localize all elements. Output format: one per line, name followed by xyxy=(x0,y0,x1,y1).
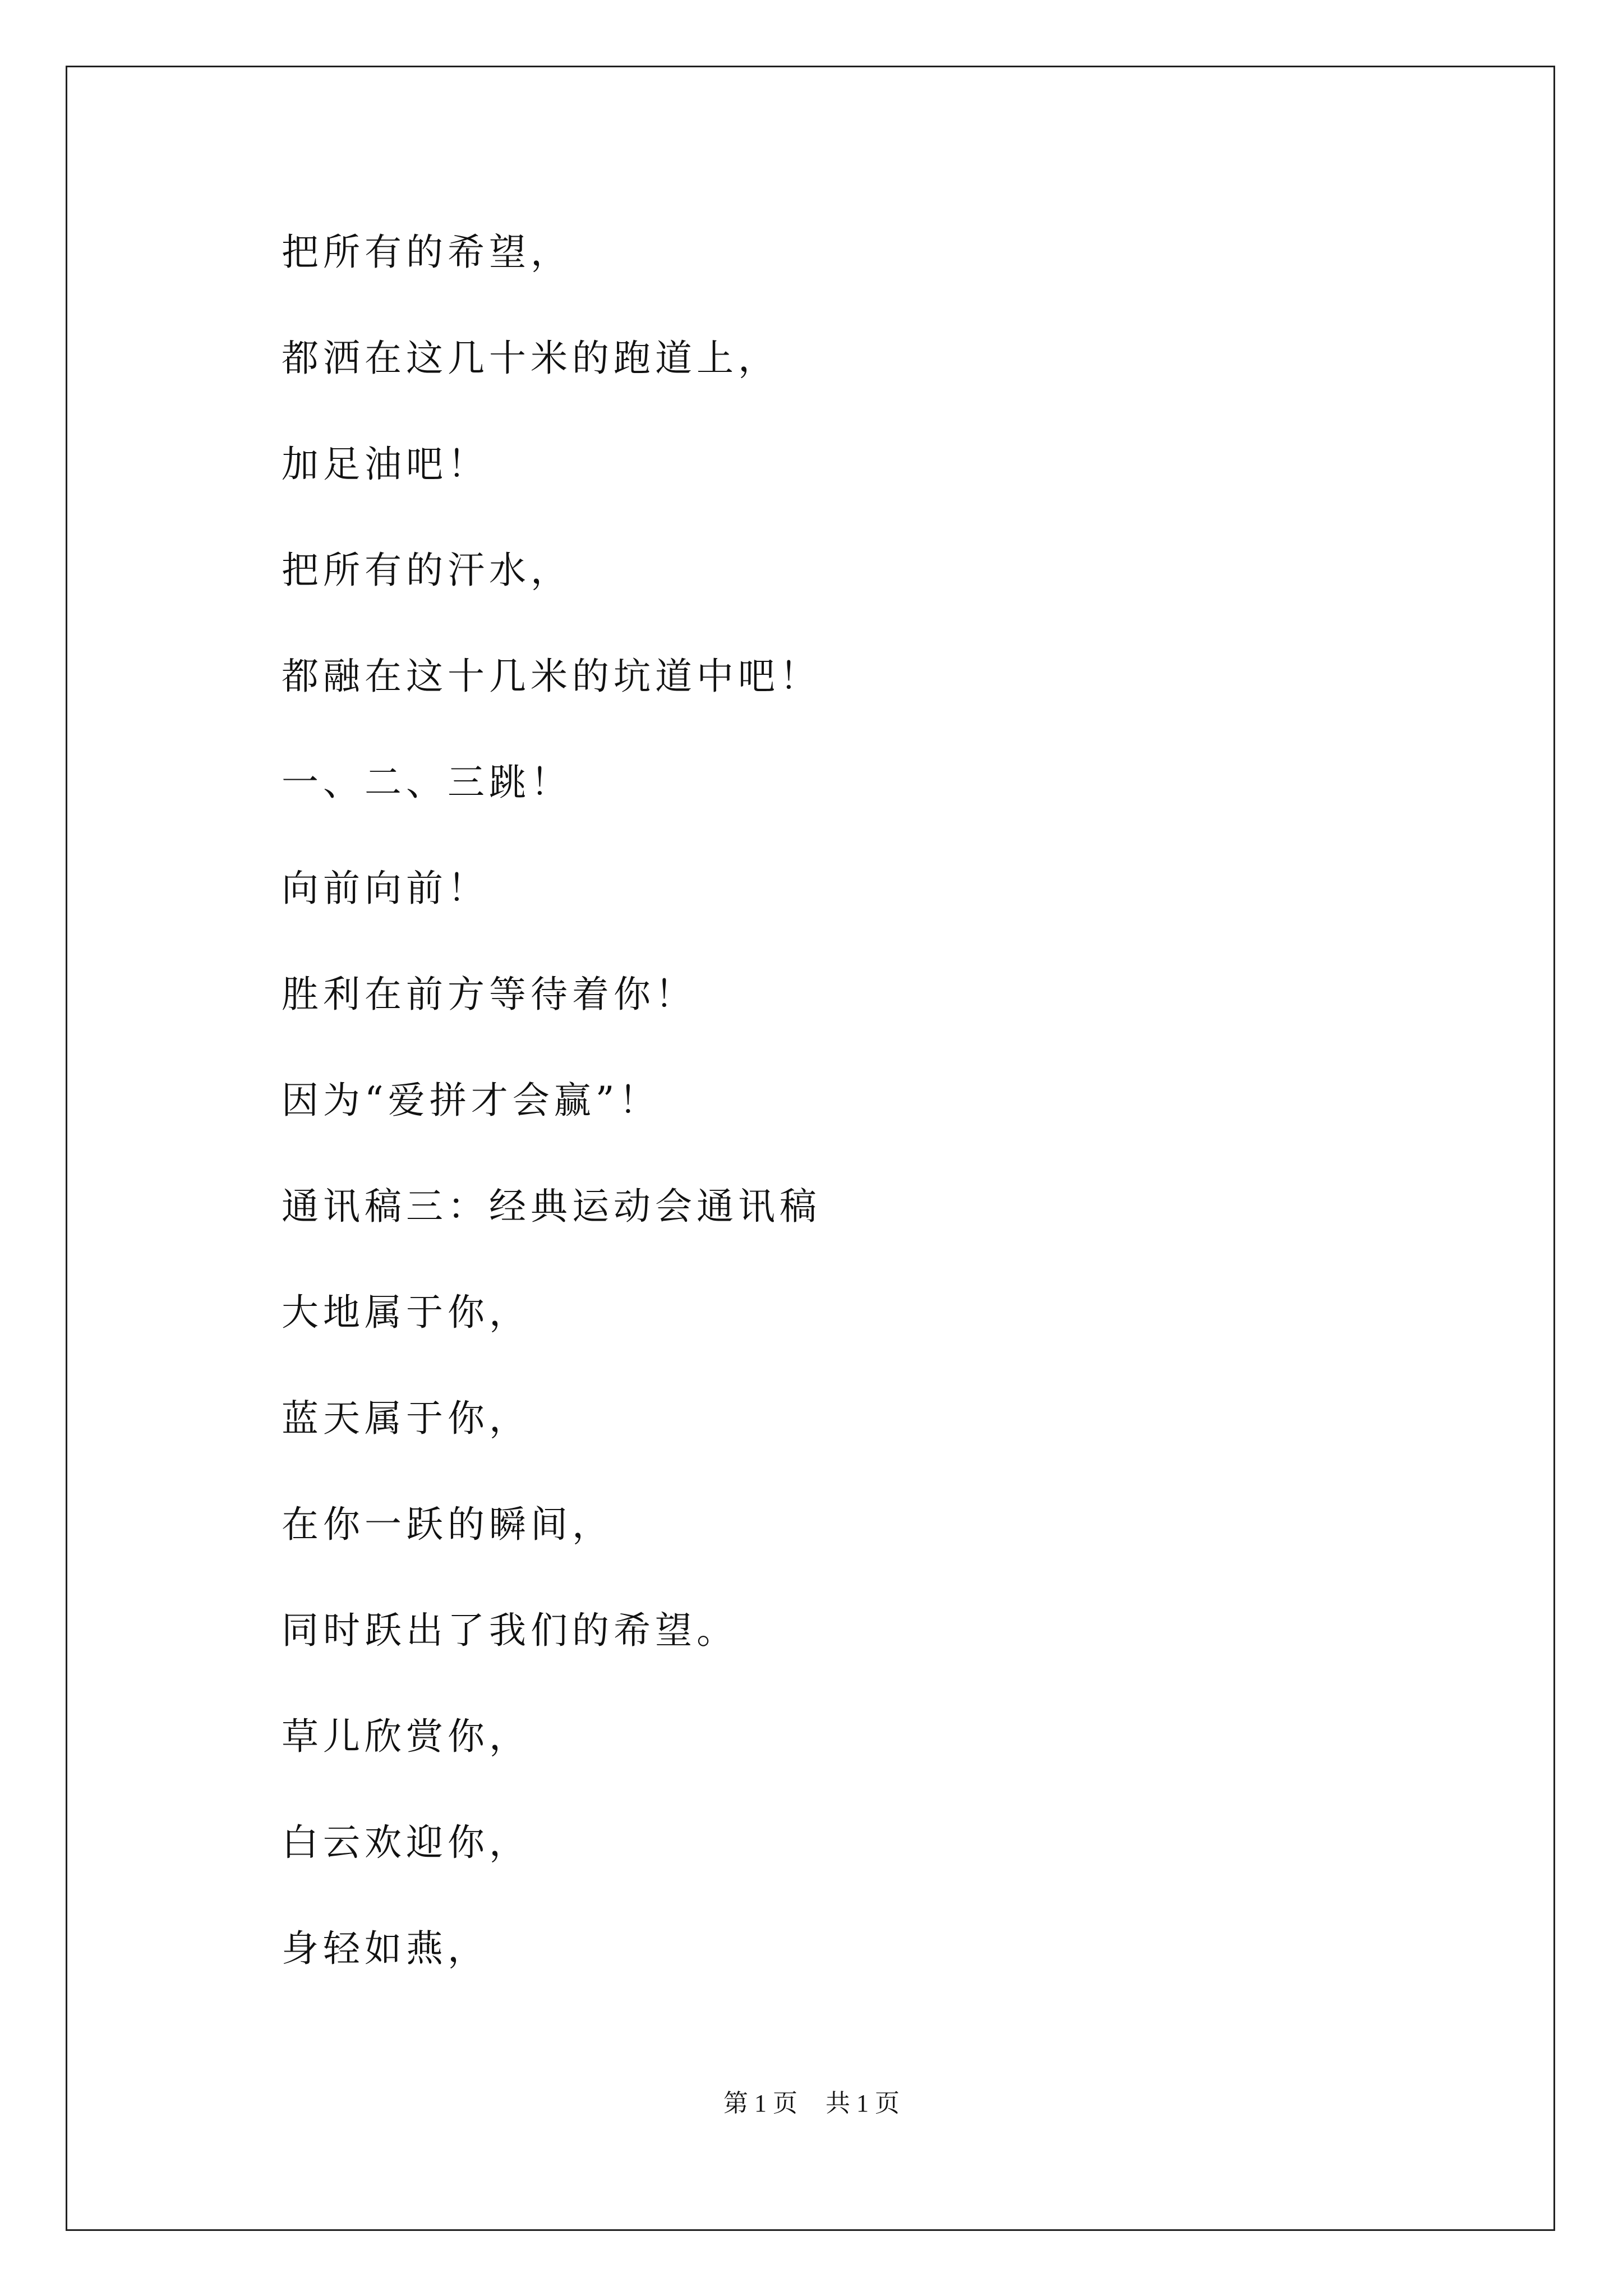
text-line: 加足油吧！ xyxy=(282,443,489,486)
text-line: 白云欢迎你， xyxy=(282,1821,531,1864)
text-line: 一、二、三跳！ xyxy=(282,761,572,804)
section-heading: 通讯稿三：经典运动会通讯稿 xyxy=(282,1185,821,1228)
text-line: 因为“爱拼才会赢”！ xyxy=(282,1079,661,1122)
page-number: 第 1 页 xyxy=(723,2090,797,2117)
text-line: 身轻如燕， xyxy=(282,1927,489,1970)
text-line: 在你一跃的瞬间， xyxy=(282,1503,614,1546)
text-line: 胜利在前方等待着你！ xyxy=(282,973,697,1016)
text-line: 同时跃出了我们的希望。 xyxy=(282,1609,738,1652)
text-line: 草儿欣赏你， xyxy=(282,1715,531,1758)
text-line: 把所有的希望， xyxy=(282,231,572,274)
text-line: 向前向前！ xyxy=(282,867,489,910)
text-line: 都融在这十几米的坑道中吧！ xyxy=(282,655,821,698)
text-line: 把所有的汗水， xyxy=(282,549,572,592)
document-body xyxy=(282,222,1459,2024)
page-footer xyxy=(0,2088,1623,2119)
text-line: 蓝天属于你， xyxy=(282,1397,531,1440)
page-total: 共 1 页 xyxy=(826,2090,900,2117)
text-line: 都洒在这几十米的跑道上， xyxy=(282,337,780,380)
text-line: 大地属于你， xyxy=(282,1291,531,1334)
